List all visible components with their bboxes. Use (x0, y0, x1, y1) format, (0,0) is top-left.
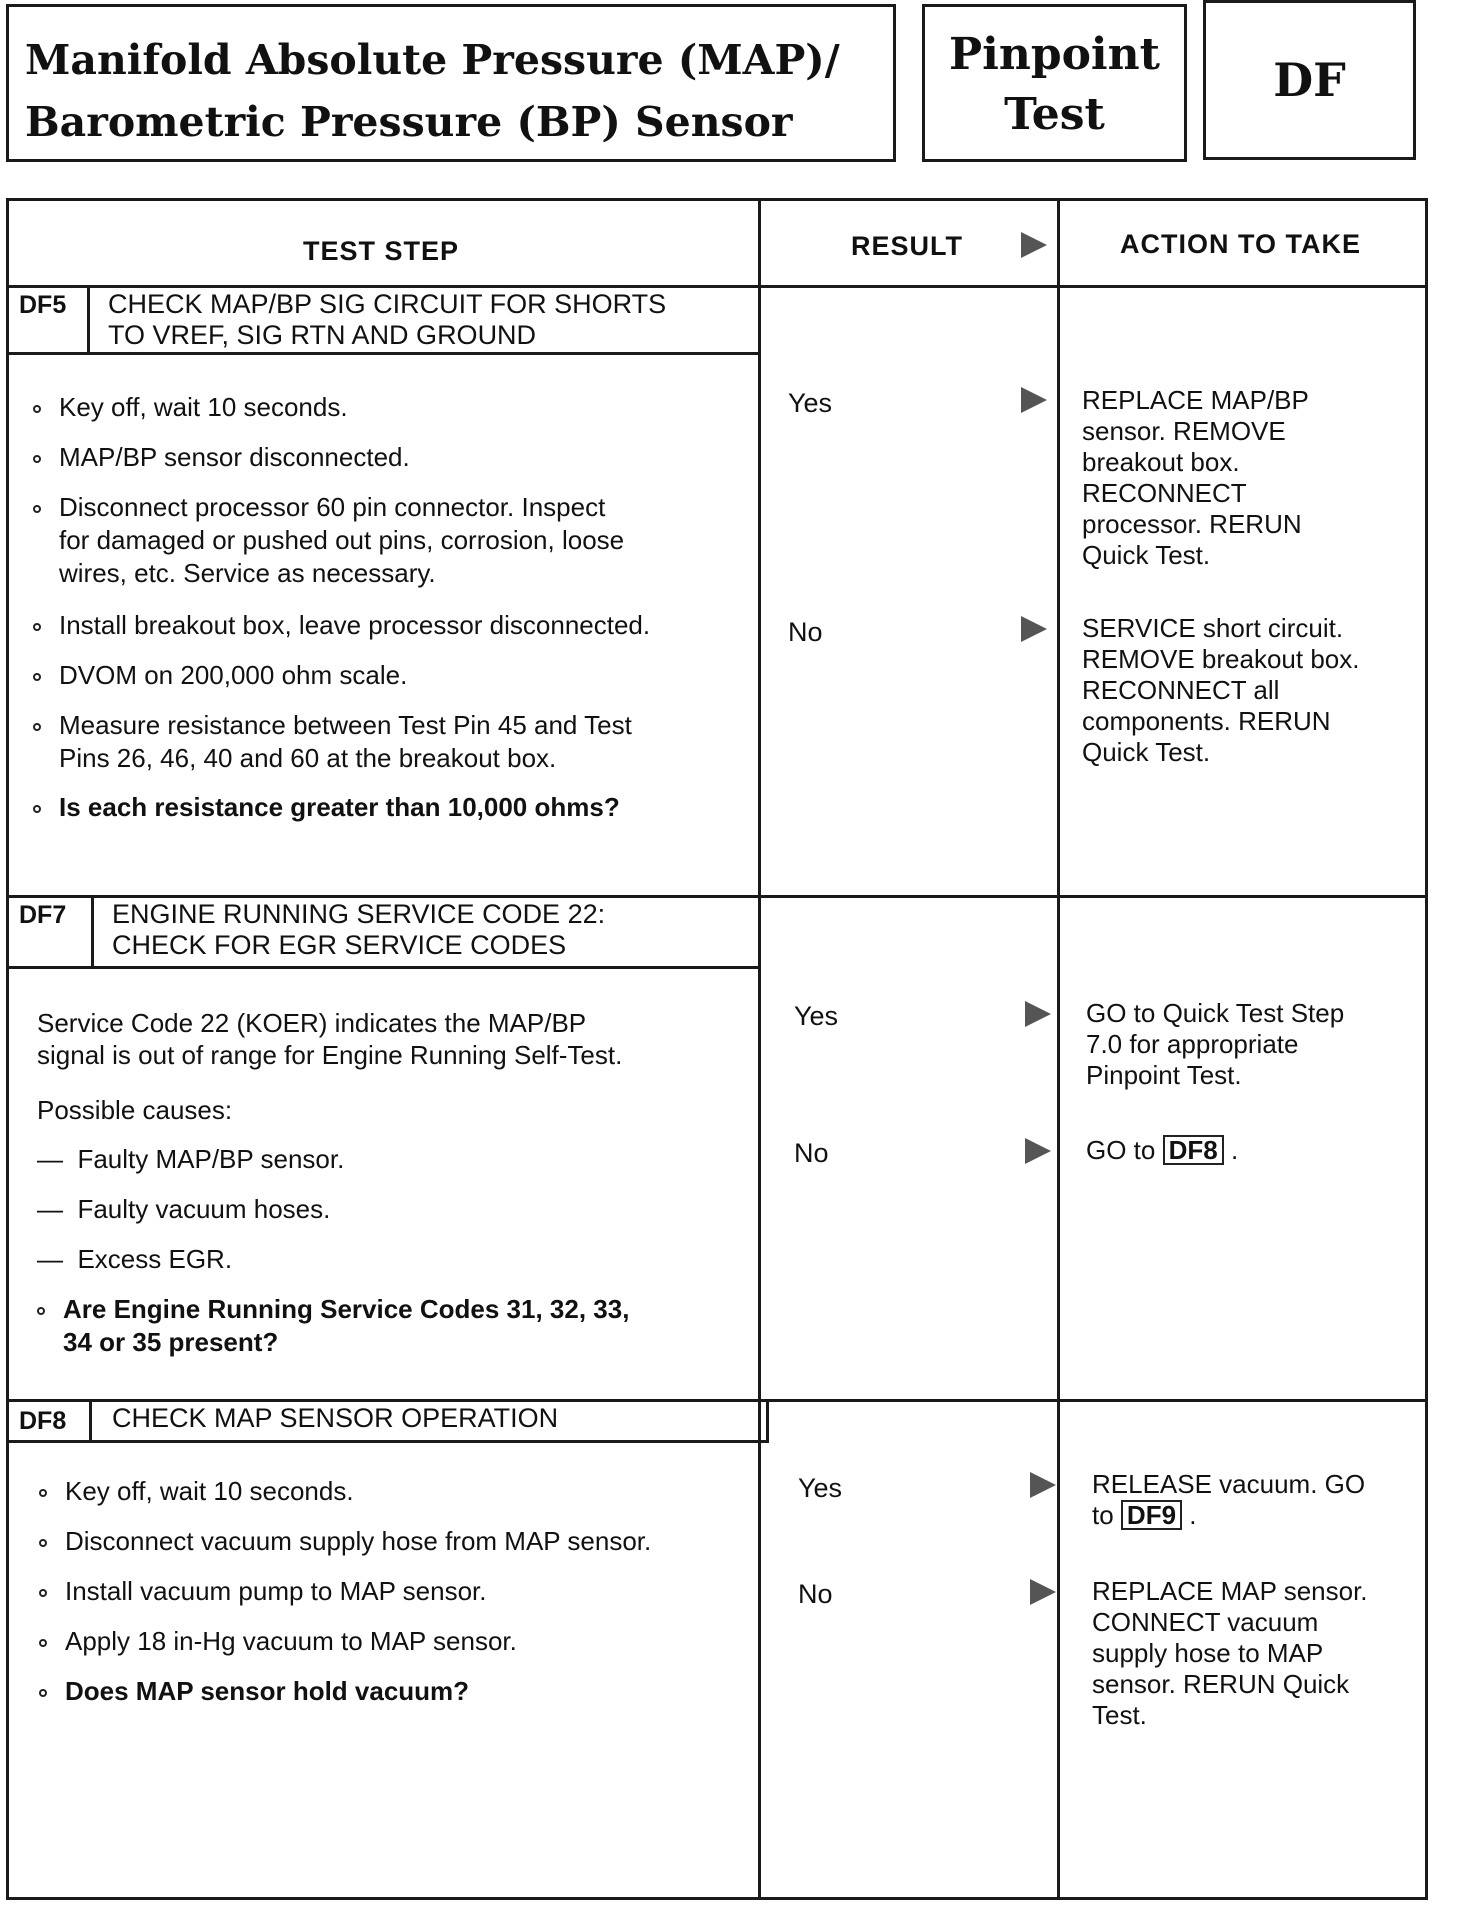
arrow-icon (1025, 1001, 1051, 1027)
arrow-icon (1030, 1579, 1056, 1605)
step-heading: CHECK MAP/BP SIG CIRCUIT FOR SHORTS TO VREF, SIG RTN AND GROUND (108, 289, 667, 350)
action-text: REPLACE MAP sensor. CONNECT vacuum supply hose to MAP sensor. RERUN Quick Test. (1092, 1576, 1368, 1730)
test-code: DF (1273, 53, 1346, 107)
action-text: REPLACE MAP/BP sensor. REMOVE breakout box. RECONNECT processor. RERUN Quick Test. (1082, 385, 1309, 570)
action-text: GO to DF8 . (1086, 1135, 1239, 1165)
arrow-icon (1030, 1472, 1056, 1498)
action-text: SERVICE short circuit. REMOVE breakout box. RECONNECT all components. RERUN Quick Test. (1082, 613, 1360, 767)
column-header-result: RESULT (851, 231, 963, 261)
title-box (6, 4, 896, 162)
column-header-action: ACTION TO TAKE (1120, 229, 1361, 259)
arrow-icon (1021, 616, 1047, 642)
page-title-line2: Barometric Pressure (BP) Sensor (25, 98, 793, 146)
causes-label: Possible causes: (37, 1095, 233, 1125)
arrow-icon (1021, 232, 1047, 258)
action-text: GO to Quick Test Step 7.0 for appropriate Pinpoint Test. (1086, 998, 1345, 1090)
step-title-df8 (9, 1399, 769, 1443)
column-divider-action (1057, 201, 1060, 1900)
pinpoint-label: Pinpoint (949, 29, 1160, 80)
result-no: No (788, 617, 823, 647)
result-yes: Yes (798, 1473, 843, 1503)
step-title-df5 (9, 285, 761, 355)
test-code-box (1203, 0, 1416, 160)
result-yes: Yes (794, 1001, 839, 1031)
step-title-df7 (9, 895, 761, 969)
arrow-icon (1021, 387, 1047, 413)
list-item: — Excess EGR. (37, 1244, 233, 1274)
list-item: — Faulty vacuum hoses. (37, 1194, 331, 1224)
list-item: — Faulty MAP/BP sensor. (37, 1144, 345, 1174)
step-heading: CHECK MAP SENSOR OPERATION (112, 1403, 559, 1433)
step-id: DF5 (9, 285, 90, 352)
result-no: No (798, 1579, 833, 1609)
pinpoint-table: TEST STEP RESULT ACTION TO TAKE DF5 CHECK MAP/BP SIG CIRCUIT FOR SHORTS TO VREF, SIG RTN AND GROUND Key off, wait 10 seconds. MAP/BP sensor disconnected. Disconnect processor 60 pin connector. Inspect for damaged or pushed out pins, corrosion, loose wires, etc. Service as necessary. Install breakout box, leave processor disconnected. DVOM on 200,000 ohm scale. Measure resistance between Test Pin 45 and Test Pins 26, 46, 40 and 60 at the breakout box. Is each resistance greater than 10,000 ohms? Yes REPLACE MAP/BP sensor. REMOVE breakout box. RECONNECT processor. RERUN Quick Test. No SERVICE short circuit. REMOVE breakout box. RECONNECT all components. RERUN Quick Test. DF7 ENGINE RUNNING SERVICE CODE 22: CHECK FOR EGR SERVICE CODES Service Code 22 (KOER) indicates the MAP/BP signal is out of range for Engine Running Self-Test. Possible causes: — Faulty MAP/BP sensor. — Faulty vacuum hoses. — Excess EGR. Are Engine Running Service Codes 31, 32, 33, 34 or 35 present? Yes GO to Quick Test Step 7.0 for appropriate Pinpoint Test. No GO to DF8 . DF8 CHECK MAP SENSOR OPERATION Key off, wait 10 seconds. Disconnect vacuum supply hose from MAP sensor. Install vacuum pump to MAP sensor. Apply 18 in-Hg vacuum to MAP sensor. Does MAP sensor hold vacuum? Yes RELEASE vacuum. GO to DF9 . No REPLACE MAP sensor. CONNECT vacuum supply hose to MAP sensor. RERUN Quick Test. (6, 198, 1428, 1900)
pinpoint-test-box (922, 4, 1187, 162)
page-title-line1: Manifold Absolute Pressure (MAP)/ (25, 36, 840, 84)
step-description: Service Code 22 (KOER) indicates the MAP/BP signal is out of range for Engine Running Self-Test. (37, 1008, 623, 1070)
column-divider-result (758, 201, 761, 1900)
test-label: Test (1004, 89, 1105, 140)
arrow-icon (1025, 1138, 1051, 1164)
step-heading: ENGINE RUNNING SERVICE CODE 22: CHECK FOR EGR SERVICE CODES (112, 899, 606, 960)
result-yes: Yes (788, 388, 833, 418)
step-reference-df8[interactable]: DF8 (1163, 1135, 1224, 1165)
result-no: No (794, 1138, 829, 1168)
action-text: RELEASE vacuum. GO to DF9 . (1092, 1469, 1366, 1530)
step-reference-df9[interactable]: DF9 (1121, 1500, 1182, 1530)
column-header-test-step: TEST STEP (303, 236, 460, 266)
step-id: DF7 (9, 895, 94, 966)
step-id: DF8 (9, 1399, 92, 1440)
